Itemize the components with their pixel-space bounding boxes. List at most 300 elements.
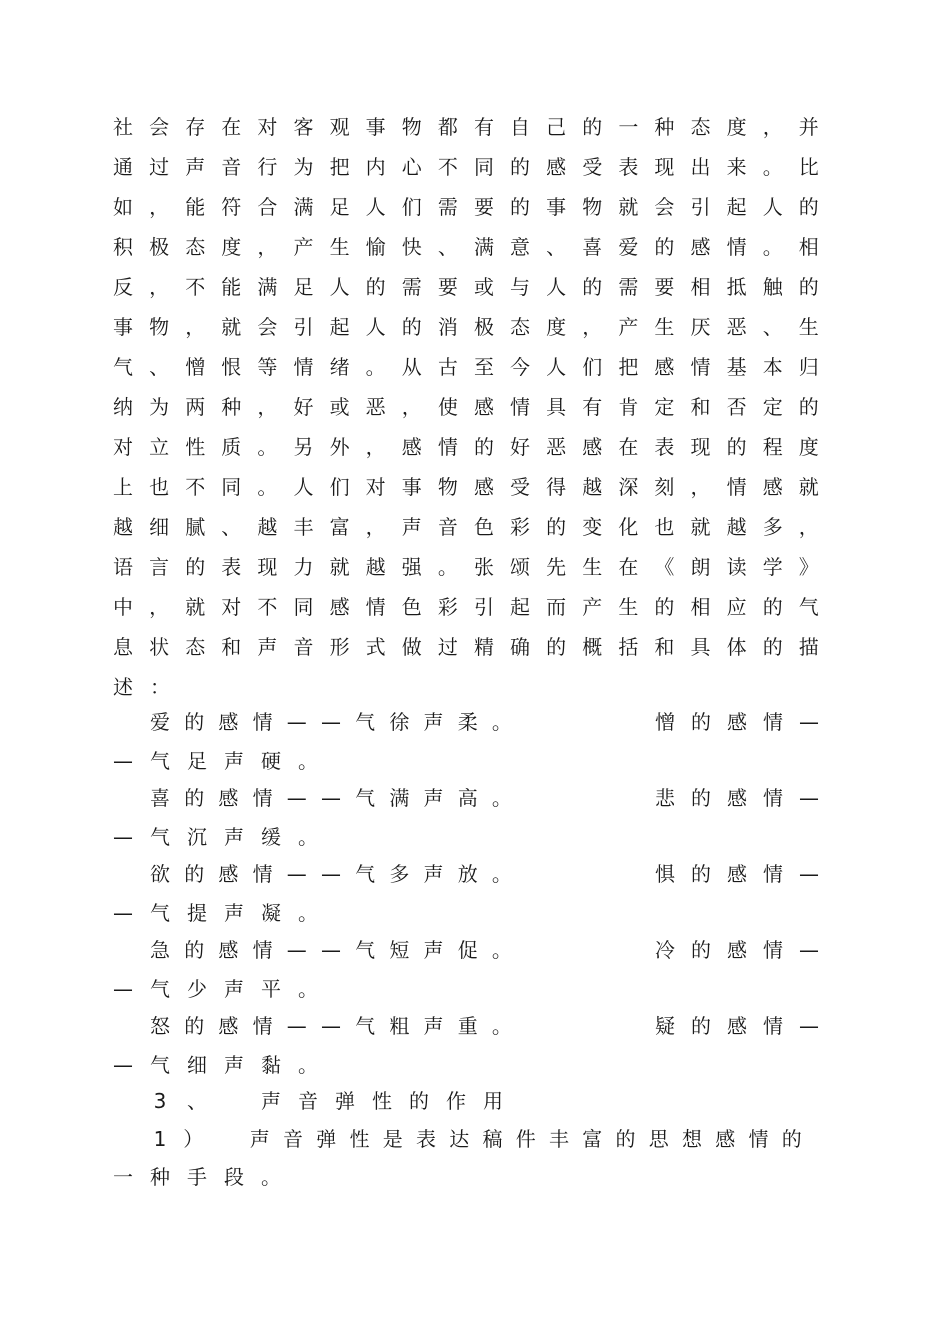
glyph: 满 <box>473 235 494 259</box>
glyph: 感 <box>401 435 422 459</box>
glyph: 高 <box>457 786 478 810</box>
glyph: 的 <box>473 435 494 459</box>
glyph: 的 <box>546 635 567 659</box>
emotion-pair-line <box>150 783 819 813</box>
emotion-pair-line <box>150 935 819 965</box>
glyph: 确 <box>510 635 531 659</box>
glyph: 的 <box>691 938 711 962</box>
glyph: 情 <box>252 1014 273 1038</box>
glyph: 生 <box>329 235 350 259</box>
glyph: 刻 <box>654 475 675 499</box>
glyph: 起 <box>329 315 350 339</box>
glyph: 提 <box>187 901 207 925</box>
glyph: 冷 <box>655 938 675 962</box>
glyph: 徐 <box>389 710 410 734</box>
glyph: 憎 <box>185 355 206 379</box>
glyph: 粗 <box>389 1014 410 1038</box>
glyph: ， <box>365 515 386 539</box>
emotion-left <box>150 707 512 737</box>
glyph: ， <box>257 235 278 259</box>
glyph: 欲 <box>150 862 170 886</box>
emotion-left <box>150 783 512 813</box>
glyph: 。 <box>298 825 318 849</box>
glyph: 富 <box>582 1127 603 1151</box>
glyph: 感 <box>727 862 747 886</box>
glyph: 情 <box>763 938 783 962</box>
glyph: 气 <box>150 901 170 925</box>
glyph: 厌 <box>690 315 711 339</box>
glyph: 引 <box>690 195 711 219</box>
glyph: 促 <box>457 938 478 962</box>
emotion-left <box>150 1011 512 1041</box>
glyph: 意 <box>510 235 531 259</box>
glyph: 化 <box>618 515 639 539</box>
glyph: 把 <box>618 355 639 379</box>
glyph: 3 <box>153 1089 167 1113</box>
glyph: 人 <box>546 355 567 379</box>
glyph: 和 <box>221 635 242 659</box>
glyph: ： <box>150 675 170 699</box>
glyph: 爱 <box>150 710 170 734</box>
glyph: ） <box>183 1127 204 1151</box>
glyph: 声 <box>423 786 444 810</box>
glyph: — <box>799 710 819 734</box>
glyph: ， <box>185 315 206 339</box>
glyph: 情 <box>763 786 783 810</box>
glyph: 会 <box>654 195 675 219</box>
glyph: 从 <box>401 355 422 379</box>
glyph: 相 <box>798 235 819 259</box>
glyph: 触 <box>762 275 783 299</box>
glyph: — <box>286 938 307 962</box>
paragraph-line <box>113 272 819 302</box>
glyph: 产 <box>293 235 314 259</box>
glyph: 归 <box>798 355 819 379</box>
glyph: 情 <box>252 862 273 886</box>
glyph: 。 <box>491 1014 512 1038</box>
glyph: — <box>113 977 133 1001</box>
emotion-continuation-line <box>113 746 819 776</box>
glyph: 短 <box>389 938 410 962</box>
glyph: — <box>113 901 133 925</box>
glyph: 受 <box>510 475 531 499</box>
glyph: 的 <box>184 938 205 962</box>
emotion-right-start <box>655 783 819 813</box>
glyph: 的 <box>365 275 386 299</box>
glyph: 柔 <box>457 710 478 734</box>
glyph: 、 <box>187 1089 207 1113</box>
glyph: 声 <box>224 977 244 1001</box>
glyph: 能 <box>185 195 206 219</box>
glyph: 社 <box>113 115 133 139</box>
glyph: ， <box>798 515 819 539</box>
glyph: 是 <box>382 1127 403 1151</box>
glyph: 另 <box>293 435 314 459</box>
paragraph-line <box>113 552 819 582</box>
glyph: 声 <box>423 938 444 962</box>
glyph: 种 <box>221 395 242 419</box>
glyph: 为 <box>293 155 314 179</box>
emotion-pair-line <box>150 1011 819 1041</box>
glyph: 们 <box>582 355 603 379</box>
glyph: 自 <box>510 115 531 139</box>
emotion-left <box>150 859 512 889</box>
glyph: 程 <box>762 435 783 459</box>
glyph: 惧 <box>655 862 675 886</box>
glyph: 起 <box>726 195 747 219</box>
glyph: 就 <box>185 595 206 619</box>
glyph: 内 <box>365 155 386 179</box>
glyph: 做 <box>401 635 422 659</box>
glyph: 就 <box>618 195 639 219</box>
paragraph-line <box>113 432 819 462</box>
paragraph-line <box>113 512 819 542</box>
glyph: 情 <box>763 1014 783 1038</box>
glyph: 彩 <box>437 595 458 619</box>
paragraph-line <box>113 592 819 622</box>
glyph: 憎 <box>655 710 675 734</box>
glyph: ， <box>257 395 278 419</box>
glyph: 人 <box>546 275 567 299</box>
glyph: 为 <box>149 395 170 419</box>
glyph: 气 <box>150 1053 170 1077</box>
glyph: 具 <box>546 395 567 419</box>
glyph: 息 <box>113 635 133 659</box>
glyph: 的 <box>546 515 567 539</box>
glyph: 细 <box>149 515 170 539</box>
emotion-right-start <box>655 935 819 965</box>
glyph: 起 <box>510 595 531 619</box>
glyph: ， <box>401 395 422 419</box>
glyph: — <box>320 1014 341 1038</box>
glyph: 括 <box>618 635 639 659</box>
glyph: 的 <box>798 395 819 419</box>
glyph: 物 <box>582 195 603 219</box>
glyph: 外 <box>329 435 350 459</box>
glyph: 的 <box>184 1014 205 1038</box>
glyph: 情 <box>365 595 386 619</box>
glyph: 声 <box>423 1014 444 1038</box>
glyph: 同 <box>473 155 494 179</box>
paragraph-line <box>113 632 819 662</box>
glyph: 疑 <box>655 1014 675 1038</box>
glyph: 、 <box>221 515 242 539</box>
glyph: 的 <box>781 1127 802 1151</box>
glyph: 的 <box>762 595 783 619</box>
glyph: 声 <box>423 710 444 734</box>
glyph: 细 <box>187 1053 207 1077</box>
paragraph-line <box>113 312 819 342</box>
glyph: ， <box>690 475 711 499</box>
glyph: 今 <box>510 355 531 379</box>
glyph: 的 <box>184 862 205 886</box>
glyph: 多 <box>762 515 783 539</box>
glyph: ， <box>762 115 783 139</box>
glyph: 的 <box>184 786 205 810</box>
glyph: 用 <box>483 1089 503 1113</box>
glyph: 态 <box>185 635 206 659</box>
glyph: 重 <box>457 1014 478 1038</box>
glyph: 。 <box>491 710 512 734</box>
glyph: 的 <box>654 235 675 259</box>
glyph: 朗 <box>690 555 711 579</box>
glyph: 达 <box>449 1127 470 1151</box>
glyph: 的 <box>798 275 819 299</box>
emotion-continuation-line <box>113 1050 819 1080</box>
paragraph-line <box>113 192 819 222</box>
glyph: — <box>286 786 307 810</box>
glyph: 段 <box>224 1165 244 1189</box>
glyph: 、 <box>437 235 458 259</box>
glyph: 否 <box>726 395 747 419</box>
glyph: 言 <box>149 555 170 579</box>
glyph: 怒 <box>150 1014 170 1038</box>
glyph: 情 <box>690 355 711 379</box>
glyph: 的 <box>615 1127 636 1151</box>
glyph: 腻 <box>185 515 206 539</box>
glyph: 情 <box>293 355 314 379</box>
glyph: 声 <box>224 825 244 849</box>
glyph: 感 <box>727 786 747 810</box>
glyph: 相 <box>690 595 711 619</box>
glyph: 比 <box>798 155 819 179</box>
glyph: 定 <box>654 395 675 419</box>
glyph: 凝 <box>261 901 281 925</box>
glyph: 好 <box>510 435 531 459</box>
glyph: 爱 <box>618 235 639 259</box>
glyph: 在 <box>618 435 639 459</box>
glyph: 。 <box>298 977 318 1001</box>
glyph: 有 <box>582 395 603 419</box>
glyph: 存 <box>185 115 206 139</box>
glyph: 感 <box>727 938 747 962</box>
glyph: 表 <box>618 155 639 179</box>
glyph: 表 <box>221 555 242 579</box>
glyph: 《 <box>654 555 675 579</box>
glyph: 感 <box>218 710 239 734</box>
glyph: 音 <box>221 155 242 179</box>
glyph: — <box>113 749 133 773</box>
glyph: 沉 <box>187 825 207 849</box>
glyph: 就 <box>690 515 711 539</box>
glyph: 引 <box>473 595 494 619</box>
glyph: 质 <box>221 435 242 459</box>
glyph: 恨 <box>221 355 242 379</box>
glyph: 变 <box>582 515 603 539</box>
emotion-right-start <box>655 859 819 889</box>
glyph: 和 <box>654 635 675 659</box>
glyph: 满 <box>389 786 410 810</box>
glyph: 表 <box>416 1127 436 1151</box>
glyph: 需 <box>618 275 639 299</box>
glyph: 事 <box>113 315 133 339</box>
glyph: 人 <box>365 315 386 339</box>
glyph: 感 <box>218 862 239 886</box>
glyph: 多 <box>389 862 410 886</box>
glyph: 声 <box>257 635 278 659</box>
glyph: 在 <box>618 555 639 579</box>
glyph: ， <box>365 435 386 459</box>
glyph: 、 <box>149 355 170 379</box>
glyph: 过 <box>149 155 170 179</box>
glyph: 音 <box>283 1127 303 1151</box>
glyph: 的 <box>409 1089 429 1113</box>
glyph: 也 <box>149 475 170 499</box>
glyph: 过 <box>437 635 458 659</box>
glyph: 不 <box>185 275 206 299</box>
glyph: 就 <box>798 475 819 499</box>
glyph <box>224 1086 244 1116</box>
glyph: 概 <box>582 635 603 659</box>
glyph: 极 <box>473 315 494 339</box>
glyph: 生 <box>798 315 819 339</box>
glyph: 色 <box>401 595 422 619</box>
glyph: 越 <box>257 515 278 539</box>
glyph: 情 <box>748 1127 769 1151</box>
glyph: 度 <box>798 435 819 459</box>
glyph: 引 <box>293 315 314 339</box>
glyph: — <box>320 710 341 734</box>
paragraph-line <box>113 232 819 262</box>
glyph: 感 <box>762 475 783 499</box>
glyph: — <box>320 786 341 810</box>
glyph: 语 <box>113 555 133 579</box>
glyph: 行 <box>257 155 278 179</box>
glyph: 声 <box>261 1089 281 1113</box>
glyph: 气 <box>355 862 376 886</box>
glyph: 有 <box>473 115 494 139</box>
glyph: 一 <box>113 1165 133 1189</box>
glyph: 要 <box>437 275 458 299</box>
glyph: 生 <box>618 595 639 619</box>
paragraph-line <box>113 112 819 142</box>
glyph: 手 <box>187 1165 207 1189</box>
glyph: 音 <box>298 1089 318 1113</box>
emotion-continuation-line <box>113 974 819 1004</box>
glyph: 感 <box>218 786 239 810</box>
glyph: 如 <box>113 195 133 219</box>
glyph: 积 <box>113 235 133 259</box>
glyph: 生 <box>654 315 675 339</box>
glyph: 。 <box>437 555 458 579</box>
glyph: 的 <box>691 786 711 810</box>
glyph: 和 <box>690 395 711 419</box>
glyph: 感 <box>727 710 747 734</box>
glyph: 形 <box>329 635 350 659</box>
glyph: 件 <box>515 1127 536 1151</box>
glyph: 彩 <box>510 515 531 539</box>
glyph: 、 <box>762 315 783 339</box>
glyph: ， <box>149 275 170 299</box>
glyph: 情 <box>510 395 531 419</box>
glyph: — <box>799 1014 819 1038</box>
glyph: 合 <box>257 195 278 219</box>
glyph: 情 <box>252 710 273 734</box>
glyph: 物 <box>401 115 422 139</box>
glyph: 感 <box>473 475 494 499</box>
glyph: 情 <box>252 786 273 810</box>
glyph: 同 <box>293 595 314 619</box>
glyph: 的 <box>401 315 422 339</box>
glyph: 现 <box>257 555 278 579</box>
point-line-continuation <box>113 1162 819 1192</box>
glyph: 稿 <box>482 1127 503 1151</box>
glyph: 、 <box>546 235 567 259</box>
glyph: ， <box>149 195 170 219</box>
glyph: 反 <box>113 275 133 299</box>
glyph: 产 <box>618 315 639 339</box>
glyph: 。 <box>257 475 278 499</box>
glyph: 受 <box>582 155 603 179</box>
glyph: — <box>113 825 133 849</box>
glyph: 感 <box>473 395 494 419</box>
glyph: 己 <box>546 115 567 139</box>
glyph: 。 <box>261 1165 281 1189</box>
glyph: 好 <box>293 395 314 419</box>
glyph: 至 <box>473 355 494 379</box>
glyph: 的 <box>798 195 819 219</box>
glyph: 度 <box>221 235 242 259</box>
glyph: 对 <box>257 115 278 139</box>
glyph: ， <box>149 595 170 619</box>
glyph: 强 <box>401 555 422 579</box>
glyph: 对 <box>221 595 242 619</box>
glyph: 感 <box>218 1014 239 1038</box>
glyph: 。 <box>298 1053 318 1077</box>
glyph: 就 <box>221 315 242 339</box>
glyph: 气 <box>798 595 819 619</box>
glyph: 恶 <box>546 435 567 459</box>
glyph: 极 <box>149 235 170 259</box>
glyph: 观 <box>329 115 350 139</box>
glyph: 感 <box>654 355 675 379</box>
glyph: 们 <box>401 195 422 219</box>
glyph: 就 <box>329 555 350 579</box>
glyph: 。 <box>762 235 783 259</box>
glyph: 悲 <box>655 786 675 810</box>
glyph: 声 <box>224 749 244 773</box>
glyph: 事 <box>546 195 567 219</box>
glyph: 事 <box>401 475 422 499</box>
glyph: 声 <box>224 1053 244 1077</box>
glyph: 需 <box>401 275 422 299</box>
glyph: 作 <box>446 1089 466 1113</box>
glyph: 人 <box>329 275 350 299</box>
glyph: 述 <box>113 675 133 699</box>
glyph: 感 <box>218 938 239 962</box>
glyph: 颂 <box>510 555 531 579</box>
glyph: 。 <box>257 435 278 459</box>
glyph: 物 <box>437 475 458 499</box>
glyph: — <box>286 1014 307 1038</box>
emotion-continuation-line <box>113 822 819 852</box>
glyph: 平 <box>261 977 281 1001</box>
glyph: 古 <box>437 355 458 379</box>
glyph: 本 <box>762 355 783 379</box>
glyph: 两 <box>185 395 206 419</box>
glyph: 符 <box>221 195 242 219</box>
glyph: 的 <box>582 275 603 299</box>
glyph: 立 <box>149 435 170 459</box>
glyph: 缓 <box>261 825 281 849</box>
glyph: 心 <box>401 155 422 179</box>
glyph: 气 <box>150 825 170 849</box>
glyph: — <box>799 786 819 810</box>
glyph: 气 <box>150 977 170 1001</box>
glyph: 不 <box>257 595 278 619</box>
glyph: 或 <box>473 275 494 299</box>
glyph: 在 <box>221 115 242 139</box>
